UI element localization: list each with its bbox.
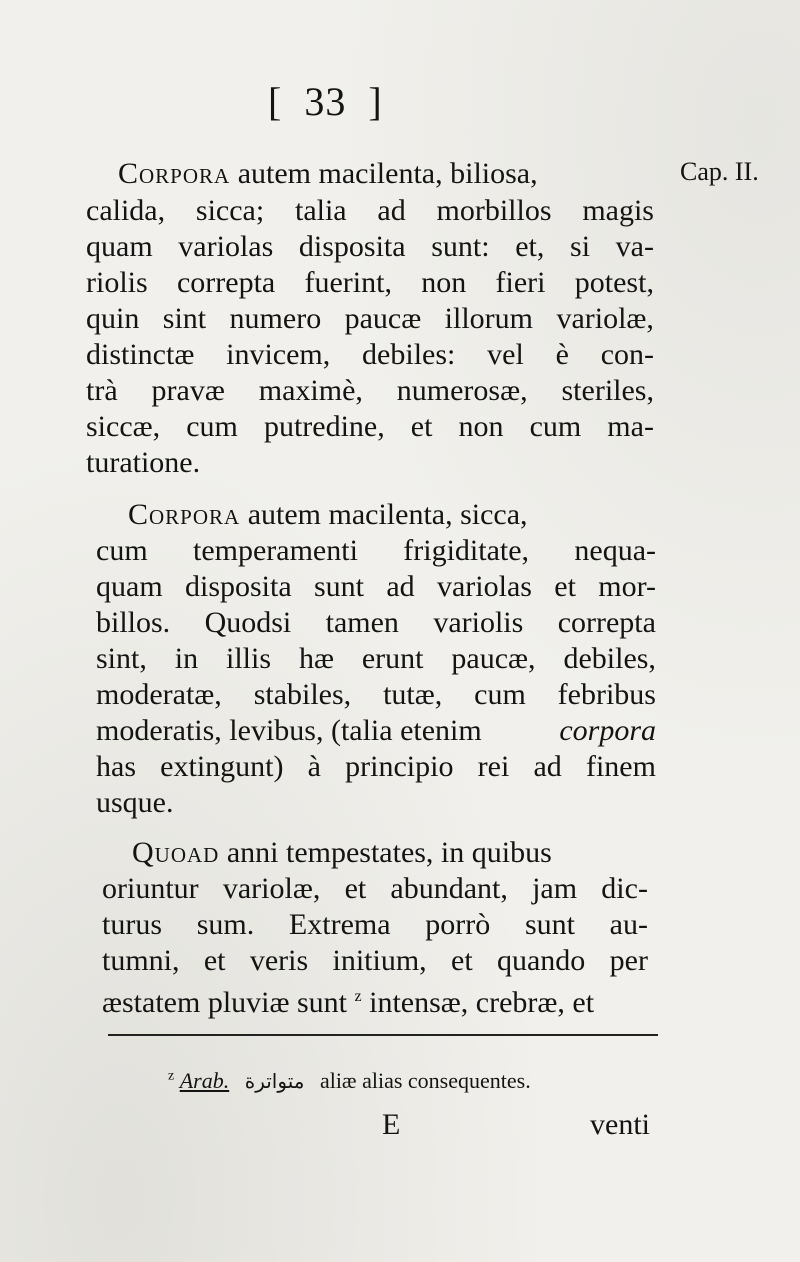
italic-word: corpora [559, 714, 656, 747]
chapter-side-note: Cap. II. [680, 157, 759, 186]
text-line: oriuntur variolæ, et abundant, jam dic- [102, 872, 648, 905]
footnote-rule [108, 1034, 658, 1036]
arabic-word: متواترة [244, 1069, 305, 1093]
text-line: billos. Quodsi tamen variolis correpta [96, 606, 656, 639]
text-line: siccæ, cum putredine, et non cum ma- [86, 410, 654, 443]
close-bracket: ] [368, 79, 383, 124]
text-line: quam disposita sunt ad variolas et mor- [96, 570, 656, 603]
text-line: calida, sicca; talia ad morbillos magis [86, 194, 654, 227]
text-line: riolis correpta fuerint, non fieri potest, [86, 266, 654, 299]
text-line: has extingunt) à principio rei ad finem [96, 750, 656, 783]
text-line: quam variolas disposita sunt: et, si va- [86, 230, 654, 263]
text-line: Quoad anni tempestates, in quibus [132, 836, 552, 869]
text-line: moderatæ, stabiles, tutæ, cum febribus [96, 678, 656, 711]
text-line: moderatis, levibus, (talia etenim corpora [96, 714, 656, 747]
lead-word: Corpora [128, 498, 241, 531]
signature-mark: E [382, 1108, 401, 1141]
text-line: Corpora autem macilenta, biliosa, [118, 157, 538, 190]
footnote-marker-ref: z [168, 1068, 175, 1084]
text-line: cum temperamenti frigiditate, nequa- [96, 534, 656, 567]
footnote-abbreviation: Arab. [179, 1068, 230, 1093]
text-line: turatione. [86, 446, 201, 479]
text-line: quin sint numero paucæ illorum variolæ, [86, 302, 654, 335]
lead-word: Corpora [118, 157, 231, 190]
text-line: tumni, et veris initium, et quando per [102, 944, 648, 977]
footnote-text: aliæ alias consequentes. [319, 1068, 531, 1093]
text-line: turus sum. Extrema porrò sunt au- [102, 908, 648, 941]
text-line: usque. [96, 786, 174, 819]
text-line: Corpora autem macilenta, sicca, [128, 498, 528, 531]
text-line: distinctæ invicem, debiles: vel è con- [86, 338, 654, 371]
text-line: æstatem pluviæ sunt $^z$ intensæ, crebræ, et [102, 986, 595, 1019]
page-header [268, 78, 383, 125]
text-line: sint, in illis hæ erunt paucæ, debiles, [96, 642, 656, 675]
text-line: trà pravæ maximè, numerosæ, steriles, [86, 374, 654, 407]
open-bracket: [ [268, 79, 283, 124]
lead-word: Quoad [132, 836, 220, 869]
page-number: 33 [304, 79, 347, 124]
catchword: venti [590, 1108, 650, 1141]
footnote [168, 1068, 531, 1094]
footnote-marker: z [354, 988, 362, 1005]
